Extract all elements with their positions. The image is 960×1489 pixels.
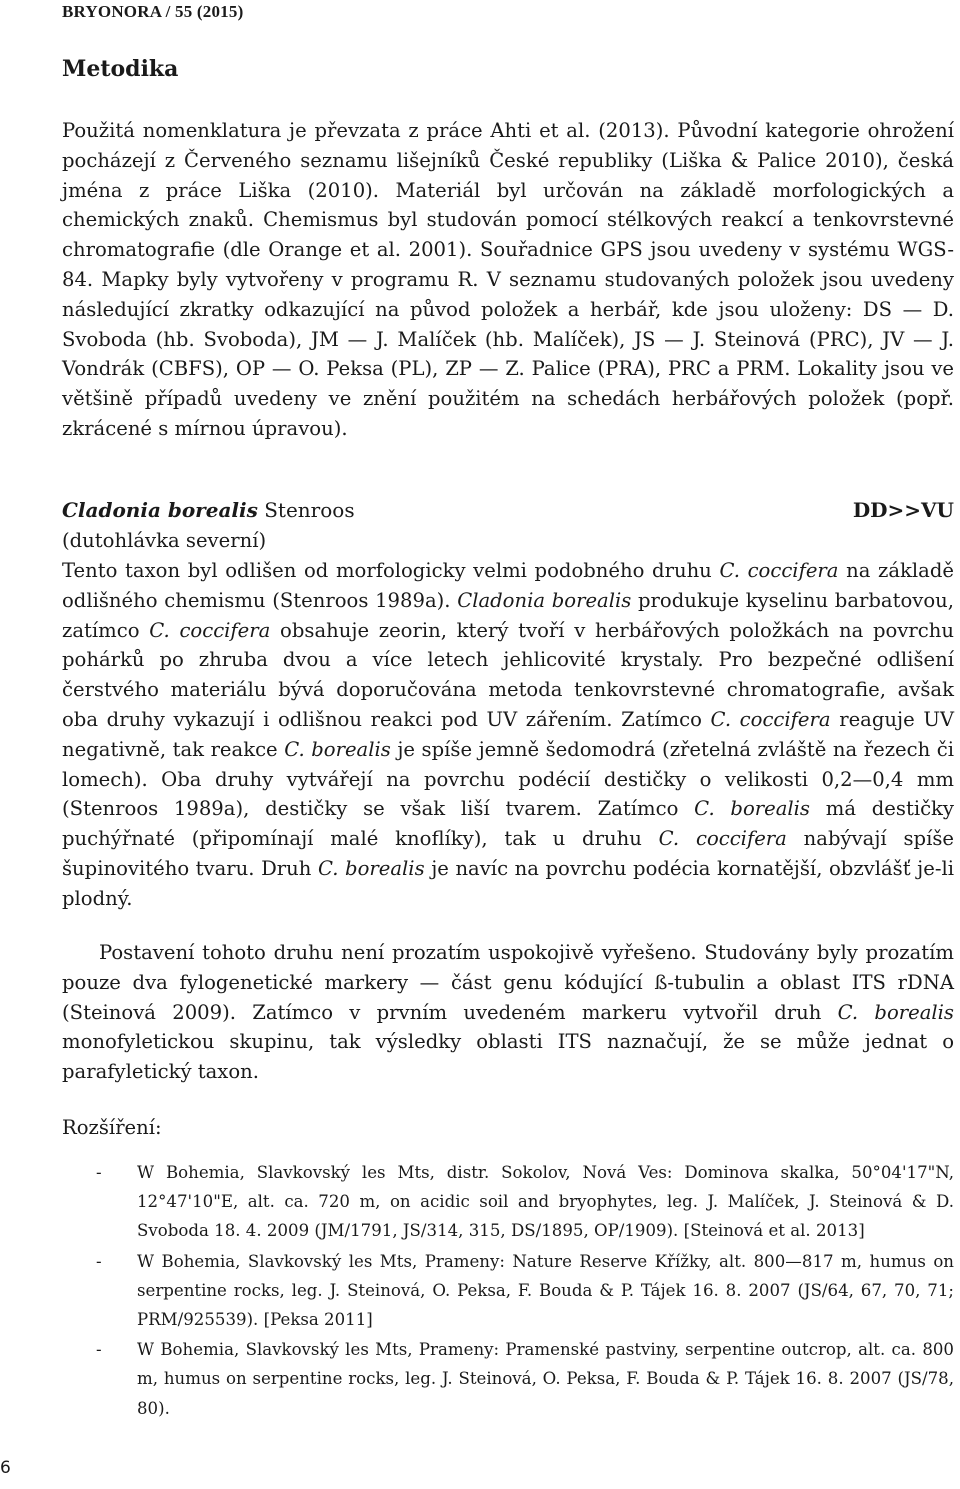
status-text: monofyletickou skupinu, tak výsledky oblasti ITS naznačují, že se může jednat o parafyletický taxon. [62, 1030, 954, 1084]
taxon-name: C. borealis [837, 1000, 954, 1024]
list-item [62, 1158, 954, 1246]
method-paragraph [62, 116, 954, 444]
threat-category: DD>>VU [852, 498, 954, 522]
desc-text: na základě odlišného chemismu (Stenroos 1989a). [62, 559, 954, 612]
description-paragraph [62, 556, 954, 914]
desc-text: je navíc na povrchu podécia kornatější, obzvlášť je-li plodný. [62, 856, 954, 910]
record-text: W Bohemia, Slavkovský les Mts, distr. Sokolov, Nová Ves: Dominova skalka, 50°04'17"N, 12°47'10"E, alt. ca. 720 m, on acidic soil and bryophytes, leg. J. Malíček, J. Steinová & D. Svoboda 18. 4. 2009 (JM/1791, JS/314, 315, DS/1895, OP/1909). [Steinová et al. 2013] [137, 1163, 954, 1241]
taxon-name: C. coccifera [658, 827, 787, 851]
desc-text: nabývají spíše šupinovitého tvaru. Druh [62, 827, 954, 880]
bullet-dash: - [96, 1163, 102, 1182]
species-name: Cladonia borealis [62, 498, 258, 522]
taxon-name: C. borealis [694, 797, 810, 821]
taxon-name: C. coccifera [719, 559, 839, 582]
records-list [62, 1158, 954, 1424]
record-text: W Bohemia, Slavkovský les Mts, Prameny: Nature Reserve Křížky, alt. 800—817 m, humus on serpentine rocks, leg. J. Steinová, O. Peksa, F. Bouda & P. Tájek 16. 8. 2007 (JS/64, 67, 70, 71; PRM/925539). [Peksa 2011] [137, 1251, 954, 1330]
desc-text: produkuje kyselinu barbatovou, zatímco [62, 588, 954, 642]
species-heading [62, 496, 954, 526]
list-item [62, 1247, 954, 1335]
desc-text: reaguje UV negativně, tak reakce [62, 707, 954, 761]
distribution-heading: Rozšíření: [62, 1116, 162, 1139]
status-paragraph [62, 938, 954, 1087]
desc-text: je spíše jemně šedomodrá (zřetelná zvláště na řezech či lomech). Oba druhy vytvářejí na povrchu podécií destičky o velikosti 0,2—0,4 mm (Stenroos 1989a), destičky se však liší tvarem. Zatímco [62, 737, 954, 821]
desc-text: má destičky puchýřnaté (připomínají malé knoflíky), tak u druhu [62, 797, 954, 851]
status-text: Postavení tohoto druhu není prozatím uspokojivě vyřešeno. Studovány byly prozatím pouze dva fylogenetické markery — část genu kódující ß-tubulin a oblast ITS rDNA (Steinová 2009). Zatímco v prvním uvedeném markeru vytvořil druh [62, 941, 954, 1024]
section-title: Metodika [62, 56, 179, 82]
method-text: Použitá nomenklatura je převzata z práce Ahti et al. (2013). Původní kategorie ohrožení pocházejí z Červeného seznamu lišejníků České republiky (Liška & Palice 2010), česká jména z práce Liška (2010). Materiál byl určován na základě morfologických a chemických znaků. Chemismus byl studován pomocí stélkových reakcí a tenkovrstevné chromatografie (dle Orange et al. 2001). Souřadnice GPS jsou uvedeny v systému WGS-84. Mapky byly vytvořeny v programu R. V seznamu studovaných položek jsou uvedeny následující zkratky odkazující na původ položek a herbář, kde jsou uloženy: DS — D. Svoboda (hb. Svoboda), JM — J. Malíček (hb. Malíček), JS — J. Steinová (PRC), JV — J. Vondrák (CBFS), OP — O. Peksa (PL), ZP — Z. Palice (PRA), PRC a PRM. Lokality jsou ve většině případů uvedeny ve znění použitém na schedách herbářových položek (popř. zkrácené s mírnou úpravou). [62, 119, 954, 440]
taxon-name: C. coccifera [710, 707, 831, 731]
desc-text: Tento taxon byl odlišen od morfologicky velmi podobného druhu [62, 559, 720, 582]
running-head: BRYONORA / 55 (2015) [62, 2, 244, 21]
common-name: (dutohlávka severní) [62, 529, 267, 552]
bullet-dash: - [96, 1251, 102, 1271]
list-item [62, 1335, 954, 1423]
taxon-name: Cladonia borealis [457, 588, 632, 612]
taxon-name: C. borealis [284, 737, 391, 761]
page-number: 6 [0, 1458, 11, 1478]
record-text: W Bohemia, Slavkovský les Mts, Prameny: Pramenské pastviny, serpentine outcrop, alt. ca. 800 m, humus on serpentine rocks, leg. J. Steinová, O. Peksa, F. Bouda & P. Tájek 16. 8. 2007 (JS/78, 80). [137, 1340, 954, 1418]
bullet-dash: - [96, 1340, 102, 1360]
desc-text: obsahuje zeorin, který tvoří v herbářových položkách na povrchu pohárků po zhruba dvou a více letech jehlicovité krystaly. Pro bezpečné odlišení čerstvého materiálu bývá doporučována metoda tenkovrstevné chromatografie, avšak oba druhy vykazují i odlišnou reakci pod UV zářením. Zatímco [62, 618, 954, 731]
taxon-name: C. borealis [317, 856, 425, 880]
species-author: Stenroos [257, 498, 355, 522]
taxon-name: C. coccifera [149, 618, 271, 642]
